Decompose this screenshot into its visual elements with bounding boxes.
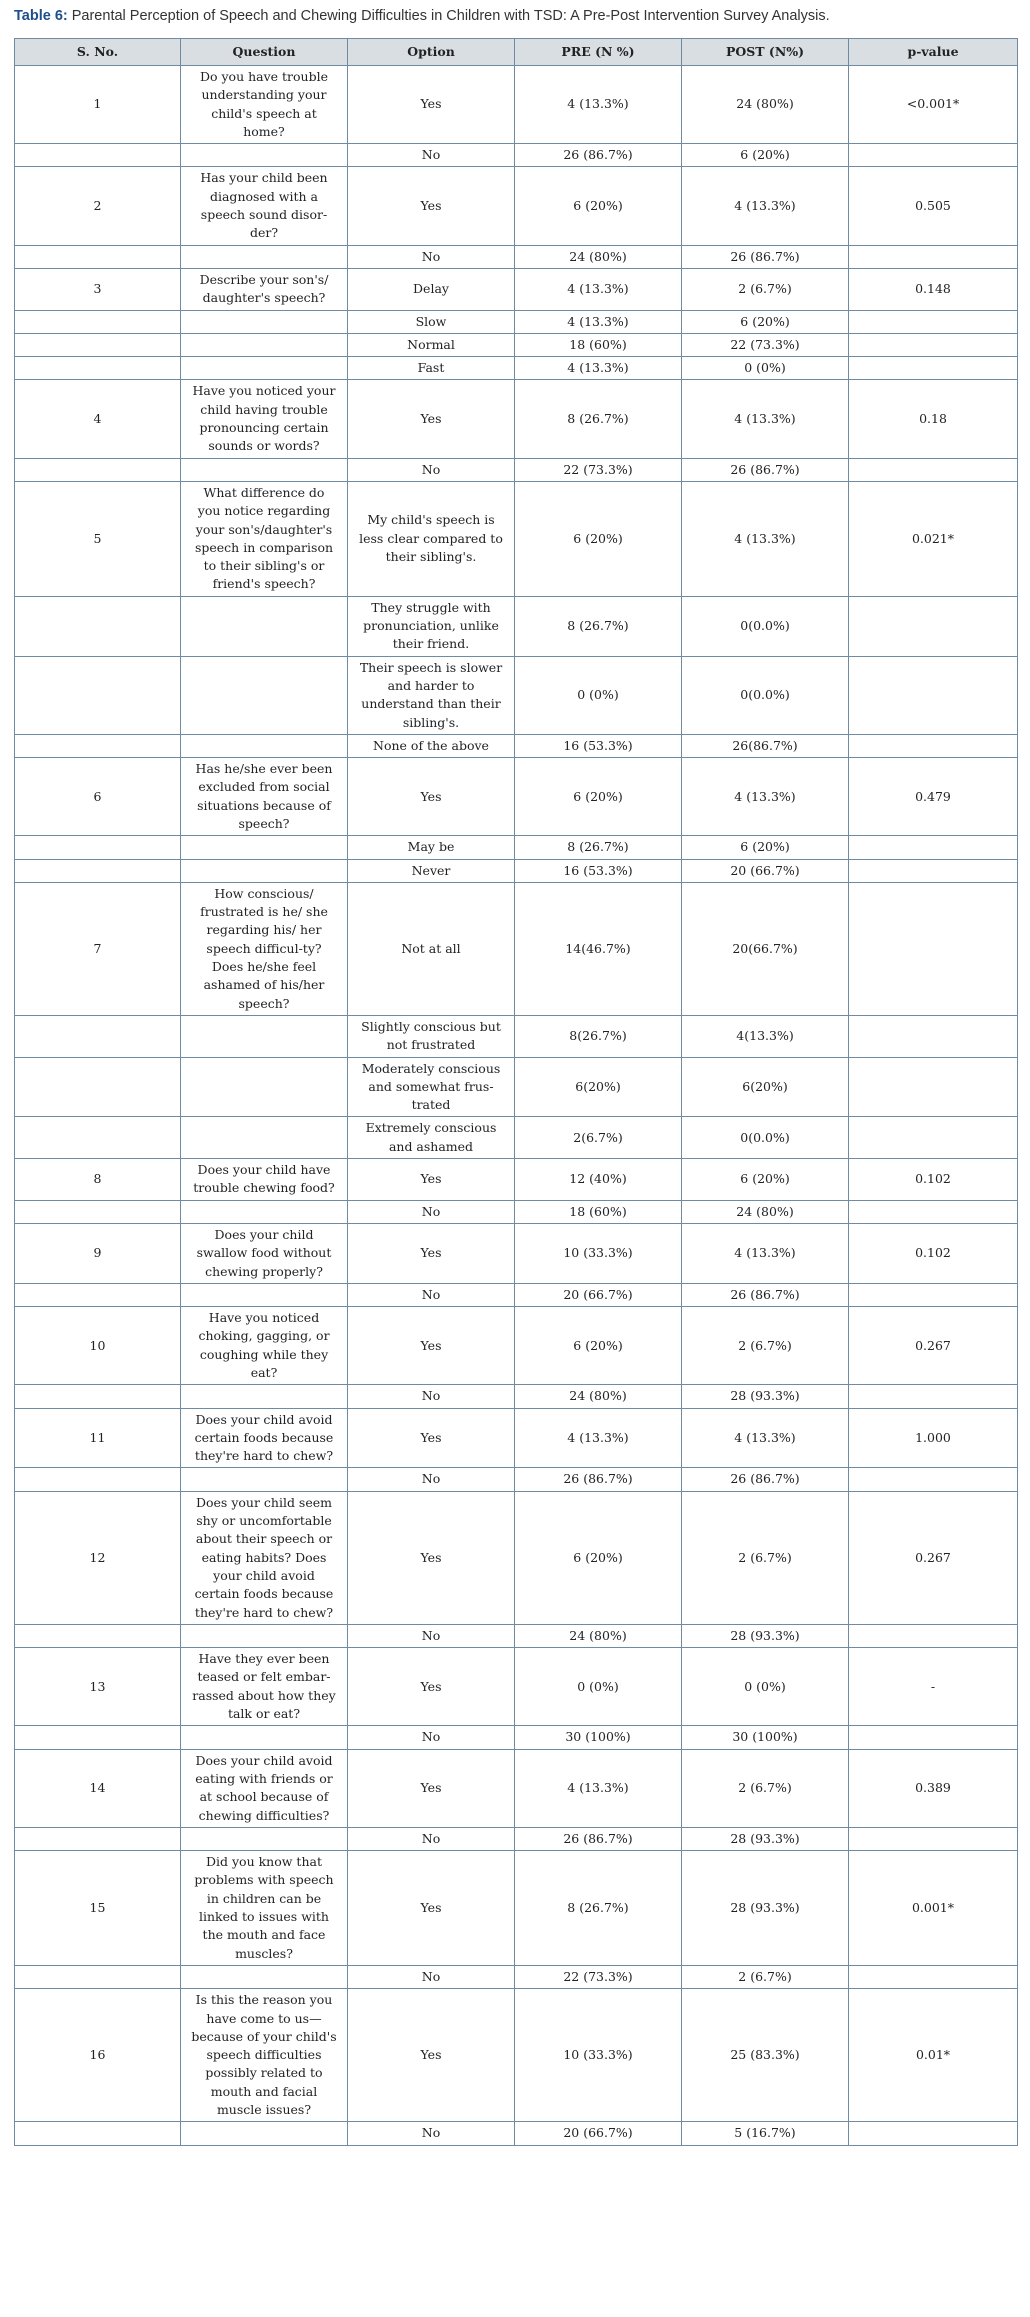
cell-sno bbox=[15, 1200, 181, 1223]
cell-post: 20 (66.7%) bbox=[682, 859, 849, 882]
table-row bbox=[15, 1648, 1018, 1726]
cell-option: Fast bbox=[348, 357, 515, 380]
cell-p-value bbox=[849, 1117, 1018, 1159]
table-row bbox=[15, 1851, 1018, 1966]
cell-post: 24 (80%) bbox=[682, 1200, 849, 1223]
table-header bbox=[15, 39, 1018, 66]
cell-sno: 9 bbox=[15, 1223, 181, 1283]
cell-sno: 2 bbox=[15, 167, 181, 245]
cell-post: 25 (83.3%) bbox=[682, 1989, 849, 2122]
cell-pre: 24 (80%) bbox=[515, 1385, 682, 1408]
cell-post: 26(86.7%) bbox=[682, 734, 849, 757]
cell-p-value: 0.267 bbox=[849, 1307, 1018, 1385]
cell-sno bbox=[15, 836, 181, 859]
cell-pre: 8 (26.7%) bbox=[515, 1851, 682, 1966]
header-p-value: p-value bbox=[849, 39, 1018, 66]
cell-option: May be bbox=[348, 836, 515, 859]
cell-post: 6 (20%) bbox=[682, 1159, 849, 1201]
cell-question bbox=[181, 144, 348, 167]
table-row bbox=[15, 1385, 1018, 1408]
table-row bbox=[15, 357, 1018, 380]
cell-question bbox=[181, 1965, 348, 1988]
cell-p-value: 0.479 bbox=[849, 758, 1018, 836]
cell-question: What difference do you notice regarding your son's/daughter's speech in comparison to their sibling's or friend's speech? bbox=[181, 481, 348, 596]
cell-sno: 8 bbox=[15, 1159, 181, 1201]
table-row bbox=[15, 1827, 1018, 1850]
cell-pre: 12 (40%) bbox=[515, 1159, 682, 1201]
cell-post: 0(0.0%) bbox=[682, 656, 849, 734]
cell-post: 20(66.7%) bbox=[682, 882, 849, 1015]
cell-p-value bbox=[849, 859, 1018, 882]
table-row bbox=[15, 1015, 1018, 1057]
cell-p-value bbox=[849, 310, 1018, 333]
table-row bbox=[15, 1283, 1018, 1306]
cell-p-value: 0.01* bbox=[849, 1989, 1018, 2122]
table-caption bbox=[14, 6, 1014, 26]
cell-pre: 4 (13.3%) bbox=[515, 310, 682, 333]
cell-p-value bbox=[849, 333, 1018, 356]
cell-pre: 26 (86.7%) bbox=[515, 1827, 682, 1850]
cell-sno bbox=[15, 245, 181, 268]
cell-post: 4 (13.3%) bbox=[682, 380, 849, 458]
cell-question bbox=[181, 1726, 348, 1749]
cell-option: Yes bbox=[348, 1223, 515, 1283]
cell-p-value bbox=[849, 1200, 1018, 1223]
cell-post: 24 (80%) bbox=[682, 66, 849, 144]
table-row bbox=[15, 1223, 1018, 1283]
cell-post: 4 (13.3%) bbox=[682, 1223, 849, 1283]
cell-p-value bbox=[849, 245, 1018, 268]
cell-question bbox=[181, 245, 348, 268]
cell-post: 28 (93.3%) bbox=[682, 1385, 849, 1408]
cell-p-value: <0.001* bbox=[849, 66, 1018, 144]
cell-p-value: 0.505 bbox=[849, 167, 1018, 245]
cell-p-value: - bbox=[849, 1648, 1018, 1726]
cell-question: Do you have trouble understanding your child's speech at home? bbox=[181, 66, 348, 144]
cell-question bbox=[181, 1385, 348, 1408]
cell-sno: 14 bbox=[15, 1749, 181, 1827]
cell-question bbox=[181, 836, 348, 859]
cell-post: 0(0.0%) bbox=[682, 1117, 849, 1159]
cell-p-value bbox=[849, 1468, 1018, 1491]
table-caption-label: Table 6: bbox=[14, 8, 68, 24]
table-row bbox=[15, 167, 1018, 245]
table-row bbox=[15, 380, 1018, 458]
cell-question bbox=[181, 859, 348, 882]
table-row bbox=[15, 66, 1018, 144]
cell-option: Never bbox=[348, 859, 515, 882]
cell-option: Yes bbox=[348, 1648, 515, 1726]
cell-sno bbox=[15, 1468, 181, 1491]
cell-post: 2 (6.7%) bbox=[682, 1965, 849, 1988]
cell-post: 28 (93.3%) bbox=[682, 1851, 849, 1966]
cell-pre: 0 (0%) bbox=[515, 656, 682, 734]
cell-sno bbox=[15, 333, 181, 356]
cell-option: No bbox=[348, 2122, 515, 2145]
cell-pre: 16 (53.3%) bbox=[515, 734, 682, 757]
cell-sno bbox=[15, 458, 181, 481]
table-row bbox=[15, 758, 1018, 836]
cell-option: No bbox=[348, 1965, 515, 1988]
table-row bbox=[15, 656, 1018, 734]
cell-post: 6 (20%) bbox=[682, 310, 849, 333]
cell-p-value bbox=[849, 656, 1018, 734]
table-row bbox=[15, 882, 1018, 1015]
cell-option: None of the above bbox=[348, 734, 515, 757]
cell-option: Not at all bbox=[348, 882, 515, 1015]
cell-post: 26 (86.7%) bbox=[682, 1283, 849, 1306]
cell-post: 26 (86.7%) bbox=[682, 1468, 849, 1491]
cell-pre: 10 (33.3%) bbox=[515, 1989, 682, 2122]
cell-pre: 2(6.7%) bbox=[515, 1117, 682, 1159]
header-row bbox=[15, 39, 1018, 66]
table-row bbox=[15, 1159, 1018, 1201]
table-row bbox=[15, 1749, 1018, 1827]
cell-p-value bbox=[849, 2122, 1018, 2145]
cell-question bbox=[181, 2122, 348, 2145]
cell-pre: 0 (0%) bbox=[515, 1648, 682, 1726]
cell-question: Does your child have trouble chewing food? bbox=[181, 1159, 348, 1201]
cell-question: Does your child seem shy or uncomfortable about their speech or eating habits? Does your child avoid certain foods because they're hard to chew? bbox=[181, 1491, 348, 1624]
cell-option: No bbox=[348, 1624, 515, 1647]
cell-sno bbox=[15, 1965, 181, 1988]
cell-question bbox=[181, 1200, 348, 1223]
table-row bbox=[15, 1989, 1018, 2122]
cell-post: 4 (13.3%) bbox=[682, 167, 849, 245]
cell-pre: 22 (73.3%) bbox=[515, 458, 682, 481]
cell-p-value: 0.148 bbox=[849, 268, 1018, 310]
cell-option: No bbox=[348, 1200, 515, 1223]
cell-option: No bbox=[348, 1283, 515, 1306]
cell-pre: 6 (20%) bbox=[515, 167, 682, 245]
cell-p-value bbox=[849, 836, 1018, 859]
cell-question bbox=[181, 1624, 348, 1647]
table-row bbox=[15, 1726, 1018, 1749]
cell-pre: 26 (86.7%) bbox=[515, 144, 682, 167]
cell-post: 2 (6.7%) bbox=[682, 1491, 849, 1624]
cell-question bbox=[181, 656, 348, 734]
cell-p-value: 1.000 bbox=[849, 1408, 1018, 1468]
cell-sno bbox=[15, 1385, 181, 1408]
cell-pre: 8 (26.7%) bbox=[515, 596, 682, 656]
cell-question: Does your child avoid certain foods because they're hard to chew? bbox=[181, 1408, 348, 1468]
cell-sno bbox=[15, 734, 181, 757]
cell-sno bbox=[15, 656, 181, 734]
cell-post: 6 (20%) bbox=[682, 836, 849, 859]
cell-option: Slow bbox=[348, 310, 515, 333]
cell-question bbox=[181, 357, 348, 380]
header-sno: S. No. bbox=[15, 39, 181, 66]
cell-option: My child's speech is less clear compared to their sibling's. bbox=[348, 481, 515, 596]
cell-sno: 6 bbox=[15, 758, 181, 836]
table-row bbox=[15, 1057, 1018, 1117]
cell-sno bbox=[15, 1624, 181, 1647]
table-row bbox=[15, 1307, 1018, 1385]
cell-pre: 16 (53.3%) bbox=[515, 859, 682, 882]
survey-table bbox=[14, 38, 1018, 2146]
cell-p-value bbox=[849, 144, 1018, 167]
header-question: Question bbox=[181, 39, 348, 66]
cell-option: Yes bbox=[348, 380, 515, 458]
cell-p-value: 0.102 bbox=[849, 1223, 1018, 1283]
cell-p-value bbox=[849, 1015, 1018, 1057]
cell-p-value bbox=[849, 357, 1018, 380]
cell-option: No bbox=[348, 1468, 515, 1491]
cell-question bbox=[181, 1827, 348, 1850]
cell-sno bbox=[15, 144, 181, 167]
cell-sno: 12 bbox=[15, 1491, 181, 1624]
table-row bbox=[15, 2122, 1018, 2145]
table-row bbox=[15, 1200, 1018, 1223]
cell-question: Have you noticed your child having trouble pronouncing certain sounds or words? bbox=[181, 380, 348, 458]
table-caption-text: Parental Perception of Speech and Chewing Difficulties in Children with TSD: A Pre-Post Intervention Survey Analysis. bbox=[67, 8, 830, 24]
cell-option: No bbox=[348, 1726, 515, 1749]
table-row bbox=[15, 1408, 1018, 1468]
cell-sno bbox=[15, 596, 181, 656]
table-row bbox=[15, 310, 1018, 333]
cell-sno bbox=[15, 1057, 181, 1117]
cell-sno bbox=[15, 859, 181, 882]
cell-question: Have you noticed choking, gagging, or coughing while they eat? bbox=[181, 1307, 348, 1385]
cell-pre: 4 (13.3%) bbox=[515, 268, 682, 310]
cell-pre: 6 (20%) bbox=[515, 1491, 682, 1624]
header-option: Option bbox=[348, 39, 515, 66]
cell-sno bbox=[15, 1726, 181, 1749]
cell-option: Moderately conscious and somewhat frus-trated bbox=[348, 1057, 515, 1117]
cell-pre: 8 (26.7%) bbox=[515, 380, 682, 458]
cell-question bbox=[181, 734, 348, 757]
cell-question: Does your child swallow food without chewing properly? bbox=[181, 1223, 348, 1283]
cell-sno: 16 bbox=[15, 1989, 181, 2122]
cell-option: No bbox=[348, 1385, 515, 1408]
table-row bbox=[15, 596, 1018, 656]
cell-option: No bbox=[348, 458, 515, 481]
cell-pre: 20 (66.7%) bbox=[515, 1283, 682, 1306]
cell-question bbox=[181, 310, 348, 333]
cell-p-value bbox=[849, 1057, 1018, 1117]
cell-sno bbox=[15, 1015, 181, 1057]
cell-post: 4 (13.3%) bbox=[682, 1408, 849, 1468]
cell-p-value: 0.389 bbox=[849, 1749, 1018, 1827]
cell-sno: 3 bbox=[15, 268, 181, 310]
cell-post: 4(13.3%) bbox=[682, 1015, 849, 1057]
cell-p-value: 0.001* bbox=[849, 1851, 1018, 1966]
cell-pre: 24 (80%) bbox=[515, 1624, 682, 1647]
cell-sno: 15 bbox=[15, 1851, 181, 1966]
cell-pre: 8(26.7%) bbox=[515, 1015, 682, 1057]
cell-option: Yes bbox=[348, 1408, 515, 1468]
cell-option: Extremely conscious and ashamed bbox=[348, 1117, 515, 1159]
table-row bbox=[15, 268, 1018, 310]
cell-question: Describe your son's/ daughter's speech? bbox=[181, 268, 348, 310]
cell-pre: 18 (60%) bbox=[515, 333, 682, 356]
cell-p-value: 0.267 bbox=[849, 1491, 1018, 1624]
table-row bbox=[15, 1624, 1018, 1647]
cell-p-value: 0.102 bbox=[849, 1159, 1018, 1201]
cell-post: 28 (93.3%) bbox=[682, 1624, 849, 1647]
cell-pre: 6 (20%) bbox=[515, 758, 682, 836]
cell-post: 0(0.0%) bbox=[682, 596, 849, 656]
table-body bbox=[15, 66, 1018, 2146]
cell-option: Yes bbox=[348, 1851, 515, 1966]
cell-pre: 4 (13.3%) bbox=[515, 1408, 682, 1468]
cell-pre: 10 (33.3%) bbox=[515, 1223, 682, 1283]
cell-question bbox=[181, 1283, 348, 1306]
cell-question: Has your child been diagnosed with a speech sound disor-der? bbox=[181, 167, 348, 245]
cell-post: 4 (13.3%) bbox=[682, 481, 849, 596]
cell-post: 2 (6.7%) bbox=[682, 268, 849, 310]
cell-question bbox=[181, 1117, 348, 1159]
cell-post: 26 (86.7%) bbox=[682, 245, 849, 268]
cell-option: No bbox=[348, 245, 515, 268]
cell-option: Delay bbox=[348, 268, 515, 310]
cell-question: Did you know that problems with speech in children can be linked to issues with the mouth and face muscles? bbox=[181, 1851, 348, 1966]
cell-option: Normal bbox=[348, 333, 515, 356]
cell-pre: 20 (66.7%) bbox=[515, 2122, 682, 2145]
cell-sno: 11 bbox=[15, 1408, 181, 1468]
cell-option: Yes bbox=[348, 1491, 515, 1624]
cell-sno: 7 bbox=[15, 882, 181, 1015]
cell-option: Yes bbox=[348, 1159, 515, 1201]
header-post: POST (N%) bbox=[682, 39, 849, 66]
cell-p-value bbox=[849, 882, 1018, 1015]
cell-p-value bbox=[849, 1965, 1018, 1988]
cell-pre: 30 (100%) bbox=[515, 1726, 682, 1749]
cell-option: Yes bbox=[348, 167, 515, 245]
table-row bbox=[15, 458, 1018, 481]
table-row bbox=[15, 144, 1018, 167]
cell-sno bbox=[15, 2122, 181, 2145]
cell-sno: 13 bbox=[15, 1648, 181, 1726]
cell-question: Have they ever been teased or felt embar-rassed about how they talk or eat? bbox=[181, 1648, 348, 1726]
cell-pre: 26 (86.7%) bbox=[515, 1468, 682, 1491]
table-row bbox=[15, 1117, 1018, 1159]
cell-option: No bbox=[348, 144, 515, 167]
cell-pre: 24 (80%) bbox=[515, 245, 682, 268]
cell-option: Yes bbox=[348, 66, 515, 144]
header-pre: PRE (N %) bbox=[515, 39, 682, 66]
cell-post: 26 (86.7%) bbox=[682, 458, 849, 481]
table-row bbox=[15, 1468, 1018, 1491]
cell-sno bbox=[15, 310, 181, 333]
cell-post: 4 (13.3%) bbox=[682, 758, 849, 836]
cell-post: 0 (0%) bbox=[682, 357, 849, 380]
cell-sno bbox=[15, 1283, 181, 1306]
cell-question: Does your child avoid eating with friends or at school because of chewing difficulties? bbox=[181, 1749, 348, 1827]
cell-option: Yes bbox=[348, 1749, 515, 1827]
table-row bbox=[15, 859, 1018, 882]
cell-pre: 14(46.7%) bbox=[515, 882, 682, 1015]
cell-option: No bbox=[348, 1827, 515, 1850]
cell-sno: 1 bbox=[15, 66, 181, 144]
cell-post: 30 (100%) bbox=[682, 1726, 849, 1749]
cell-p-value bbox=[849, 458, 1018, 481]
cell-sno bbox=[15, 357, 181, 380]
cell-pre: 8 (26.7%) bbox=[515, 836, 682, 859]
cell-question bbox=[181, 333, 348, 356]
table-row bbox=[15, 481, 1018, 596]
cell-post: 0 (0%) bbox=[682, 1648, 849, 1726]
cell-question bbox=[181, 596, 348, 656]
cell-pre: 4 (13.3%) bbox=[515, 66, 682, 144]
cell-post: 6 (20%) bbox=[682, 144, 849, 167]
cell-option: Yes bbox=[348, 1989, 515, 2122]
cell-post: 6(20%) bbox=[682, 1057, 849, 1117]
cell-p-value: 0.18 bbox=[849, 380, 1018, 458]
cell-p-value bbox=[849, 1624, 1018, 1647]
cell-p-value bbox=[849, 1827, 1018, 1850]
cell-post: 5 (16.7%) bbox=[682, 2122, 849, 2145]
cell-p-value bbox=[849, 1726, 1018, 1749]
cell-sno bbox=[15, 1117, 181, 1159]
cell-pre: 6(20%) bbox=[515, 1057, 682, 1117]
cell-question: Has he/she ever been excluded from social situations because of speech? bbox=[181, 758, 348, 836]
cell-question bbox=[181, 1468, 348, 1491]
cell-question: Is this the reason you have come to us—because of your child's speech difficulties possibly related to mouth and facial muscle issues? bbox=[181, 1989, 348, 2122]
cell-pre: 4 (13.3%) bbox=[515, 357, 682, 380]
cell-pre: 4 (13.3%) bbox=[515, 1749, 682, 1827]
table-row bbox=[15, 333, 1018, 356]
cell-post: 2 (6.7%) bbox=[682, 1307, 849, 1385]
cell-post: 2 (6.7%) bbox=[682, 1749, 849, 1827]
cell-p-value bbox=[849, 1283, 1018, 1306]
cell-sno: 5 bbox=[15, 481, 181, 596]
table-row bbox=[15, 734, 1018, 757]
cell-question: How conscious/ frustrated is he/ she regarding his/ her speech difficul-ty? Does he/she feel ashamed of his/her speech? bbox=[181, 882, 348, 1015]
cell-pre: 6 (20%) bbox=[515, 1307, 682, 1385]
cell-question bbox=[181, 458, 348, 481]
cell-option: Yes bbox=[348, 758, 515, 836]
cell-question bbox=[181, 1057, 348, 1117]
table-row bbox=[15, 836, 1018, 859]
cell-post: 28 (93.3%) bbox=[682, 1827, 849, 1850]
cell-pre: 18 (60%) bbox=[515, 1200, 682, 1223]
cell-p-value bbox=[849, 596, 1018, 656]
cell-question bbox=[181, 1015, 348, 1057]
cell-option: Their speech is slower and harder to understand than their sibling's. bbox=[348, 656, 515, 734]
cell-p-value bbox=[849, 1385, 1018, 1408]
cell-post: 22 (73.3%) bbox=[682, 333, 849, 356]
table-row bbox=[15, 245, 1018, 268]
cell-sno bbox=[15, 1827, 181, 1850]
cell-p-value: 0.021* bbox=[849, 481, 1018, 596]
cell-sno: 4 bbox=[15, 380, 181, 458]
table-row bbox=[15, 1491, 1018, 1624]
cell-option: Yes bbox=[348, 1307, 515, 1385]
cell-sno: 10 bbox=[15, 1307, 181, 1385]
cell-option: They struggle with pronunciation, unlike their friend. bbox=[348, 596, 515, 656]
cell-p-value bbox=[849, 734, 1018, 757]
cell-option: Slightly conscious but not frustrated bbox=[348, 1015, 515, 1057]
cell-pre: 22 (73.3%) bbox=[515, 1965, 682, 1988]
cell-pre: 6 (20%) bbox=[515, 481, 682, 596]
table-row bbox=[15, 1965, 1018, 1988]
